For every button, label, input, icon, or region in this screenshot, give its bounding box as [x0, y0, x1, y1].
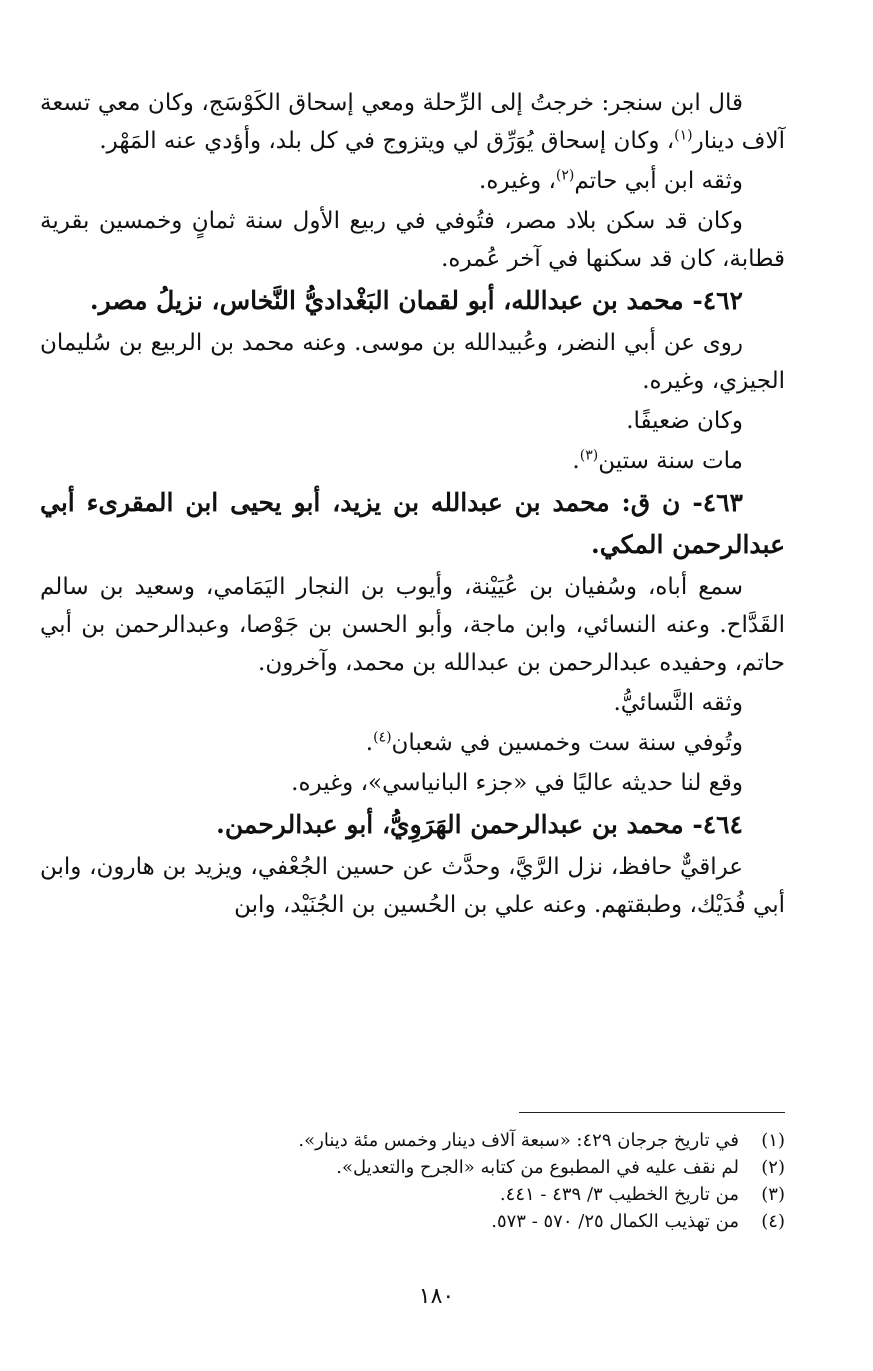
footnote-text: لم نقف عليه في المطبوع من كتابه «الجرح والتعديل».: [336, 1157, 739, 1178]
paragraph-iraqi: عراقيٌّ حافظ، نزل الرَّيَّ، وحدَّث عن حسين الجُعْفي، ويزيد بن هارون، وابن أبي فُدَيْك، وطبقتهم. وعنه علي بن الحُسين بن الجُنَيْد، وابن: [40, 854, 785, 918]
footnote-text: من تاريخ الخطيب ٣/ ٤٣٩ - ٤٤١.: [499, 1184, 739, 1205]
paragraph-tawthiq: [40, 162, 785, 200]
footnote-text: في تاريخ جرجان ٤٢٩: «سبعة آلاف دينار وخمس مئة دينار».: [298, 1130, 739, 1151]
paragraph-text: ، وغيره.: [479, 168, 556, 194]
footnote-3: [40, 1181, 785, 1208]
paragraph-death: [40, 442, 785, 480]
footnote-separator: [519, 1112, 785, 1113]
footnote-ref-4[interactable]: (٤): [373, 729, 392, 746]
footnote-4: [40, 1208, 785, 1235]
paragraph-death: [40, 724, 785, 762]
footnote-ref-3[interactable]: (٣): [579, 447, 599, 464]
footnote-ref-1[interactable]: (١): [674, 127, 693, 144]
footnote-ref-2[interactable]: (٢): [555, 167, 575, 184]
entry-heading-462: ٤٦٢- محمد بن عبدالله، أبو لقمان البَغْداديُّ النَّخاس، نزيلُ مصر.: [89, 286, 743, 315]
paragraph-tawthiq: وثقه النَّسائيُّ.: [613, 690, 743, 716]
entry-heading-463: ٤٦٣- ن ق: محمد بن عبدالله بن يزيد، أبو يحيى ابن المقرىء أبي عبدالرحمن المكي.: [40, 488, 785, 559]
page-body: [40, 84, 785, 926]
paragraph-text: قال ابن سنجر: خرجتُ إلى الرِّحلة ومعي إسحاق الكَوْسَج، وكان معي تسعة آلاف دينار: [40, 90, 785, 154]
paragraph-text: .: [572, 448, 580, 474]
paragraph-daif: وكان ضعيفًا.: [626, 408, 743, 434]
paragraph-text: وثقه ابن أبي حاتم: [574, 168, 743, 194]
footnote-number: (٢): [761, 1157, 785, 1178]
paragraph-death: وكان قد سكن بلاد مصر، فتُوفي في ربيع الأول سنة ثمانٍ وخمسين بقرية قطابة، كان قد سكنها في آخر عُمره.: [40, 208, 785, 272]
footnote-number: (١): [761, 1130, 785, 1151]
paragraph-text: ، وكان إسحاق يُوَرِّق لي ويتزوج في كل بلد، وأؤدي عنه المَهْر.: [99, 128, 675, 154]
footnote-2: [40, 1154, 785, 1181]
footnote-number: (٣): [761, 1184, 785, 1205]
footnotes-section: [40, 1112, 785, 1235]
page-number: ١٨٠: [418, 1284, 455, 1309]
paragraph-text: مات سنة ستين: [598, 448, 743, 474]
footnote-text: من تهذيب الكمال ٢٥/ ٥٧٠ - ٥٧٣.: [491, 1211, 739, 1232]
footnote-number: (٤): [761, 1211, 785, 1232]
entry-heading-464: ٤٦٤- محمد بن عبدالرحمن الهَرَوِيُّ، أبو عبدالرحمن.: [216, 810, 743, 839]
paragraph-riwaya: روى عن أبي النضر، وعُبيدالله بن موسى. وعنه محمد بن الربيع بن سُليمان الجيزي، وغيره.: [40, 330, 785, 394]
paragraph-text: .: [365, 730, 374, 756]
paragraph-sama: سمع أباه، وسُفيان بن عُيَيْنة، وأيوب بن النجار اليَمَامي، وسعيد بن سالم القَدَّاح. وعنه النسائي، وابن ماجة، وأبو الحسن بن جَوْصا، وعبدالرحمن بن أبي حاتم، وحفيده عبدالرحمن بن عبدالله بن محمد، وآخرون.: [40, 574, 785, 676]
paragraph-text: وتُوفي سنة ست وخمسين في شعبان: [391, 730, 743, 756]
paragraph-ibn-sanjar: [40, 84, 785, 160]
footnote-1: [40, 1127, 785, 1154]
paragraph-hadith: وقع لنا حديثه عاليًا في «جزء البانياسي»، وغيره.: [291, 770, 743, 796]
